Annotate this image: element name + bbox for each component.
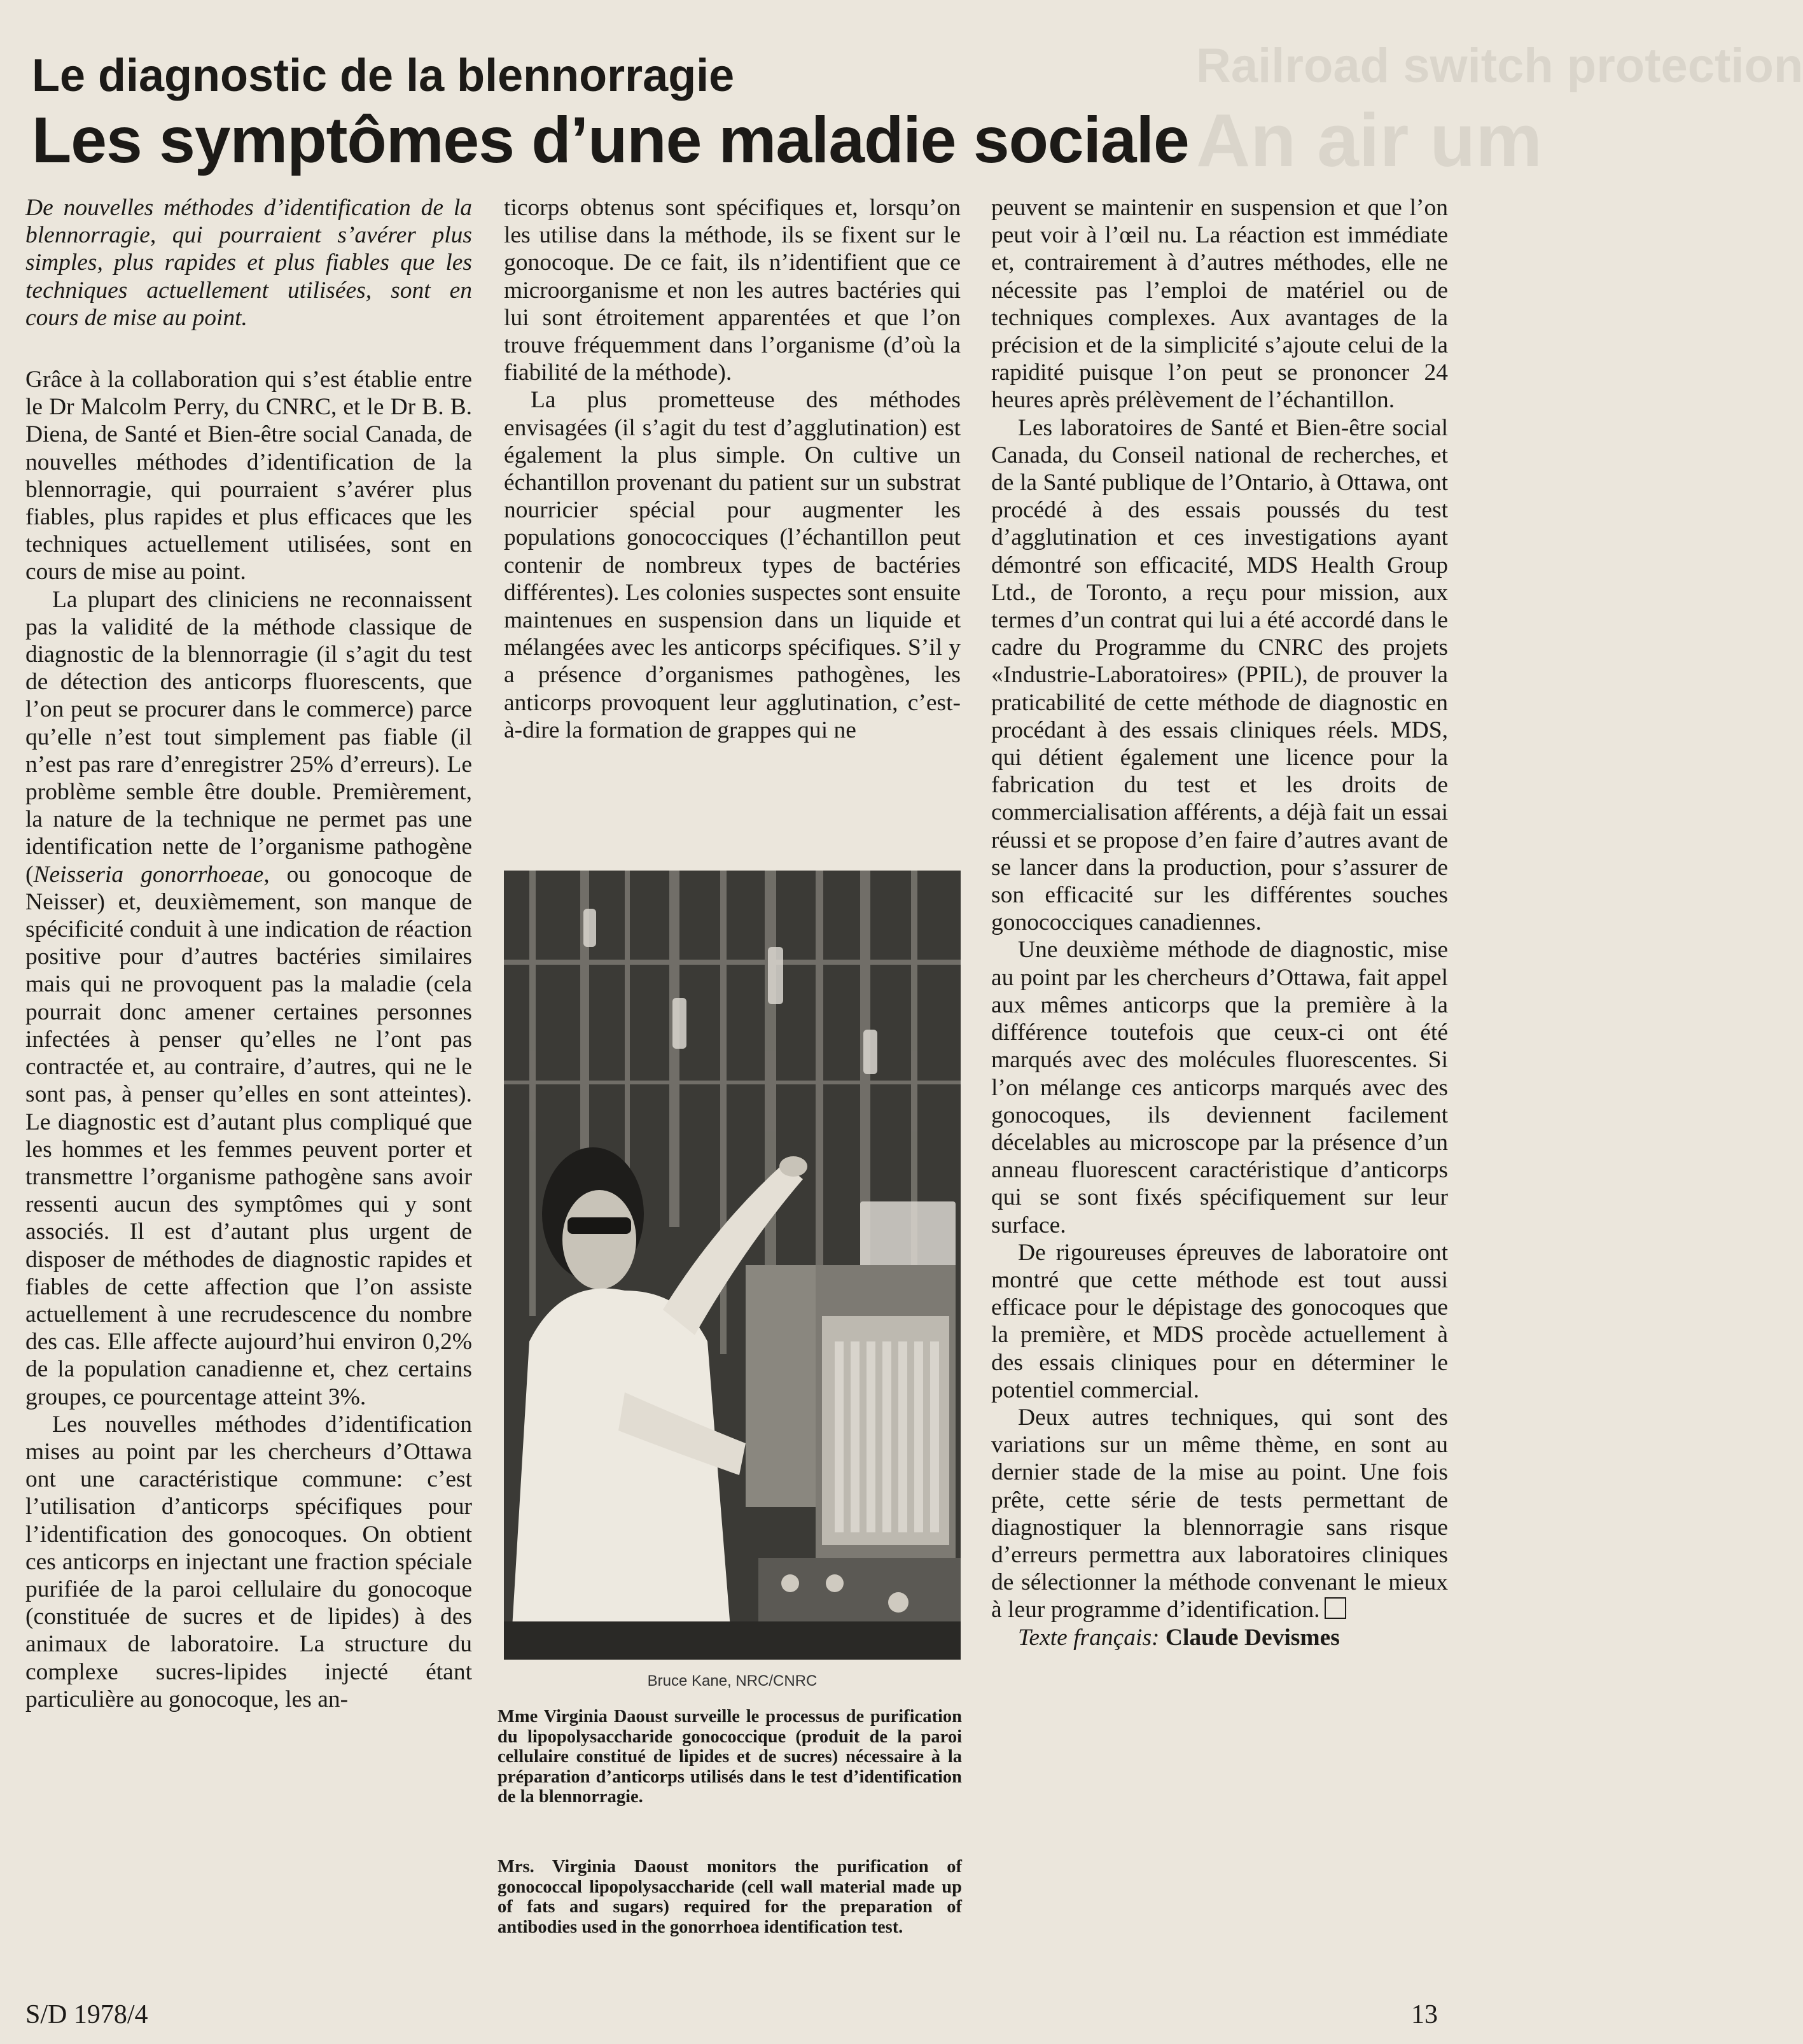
translation-label: Texte français:: [1018, 1624, 1160, 1651]
laboratory-photo: [504, 871, 961, 1660]
page-number: 13: [1411, 2000, 1438, 2029]
body-paragraph: Grâce à la collaboration qui s’est établie entre le Dr Malcolm Perry, du CNRC, et le Dr B. B. Diena, de Santé et Bien-être social Canada, de nouvelles méthodes d’identification de la blennorragie, qui pourraient s’avérer plus fiables, plus rapides et plus efficaces que les techniques actuellement utilisées, sont en cours de mise au point.: [25, 367, 472, 585]
body-paragraph: La plus prometteuse des méthodes envisagées (il s’agit du test d’agglutination) est également la plus simple. On cultive un échantillon provenant du patient sur un substrat nourricier spécial pour augmenter les populations gonococciques (l’échantillon peut contenir de nombreux types de bactéries différentes). Les colonies suspectes sont ensuite maintenues en suspension dans un liquide et mélangées avec les anticorps spécifiques. S’il y a présence d’organismes pathogènes, les anticorps provoquent leur agglutination, c’est-à-dire la formation de grappes qui ne: [504, 387, 961, 743]
photo-caption-english: Mrs. Virginia Daoust monitors the purification of gonococcal lipopolysaccharide (cell wall material made up of fats and sugars) required for the preparation of antibodies used in the gonorrhoea identification test.: [498, 1857, 962, 1937]
photo-credit: Bruce Kane, NRC/CNRC: [647, 1672, 818, 1690]
column-3: [991, 194, 1448, 1651]
body-paragraph: ticorps obtenus sont spécifiques et, lorsqu’on les utilise dans la méthode, ils se fixent sur le gonocoque. De ce fait, ils n’identifient que ce microorganisme et non les autres bactéries qui lui sont étroitement apparentées et que l’on trouve fréquemment dans l’organisme (d’où la fiabilité de la méthode).: [504, 195, 961, 386]
article-kicker: Le diagnostic de la blennorragie: [32, 50, 735, 101]
issue-label: S/D 1978/4: [25, 2000, 148, 2029]
article-title: Les symptômes d’une maladie sociale: [32, 104, 1189, 177]
body-paragraph: Les nouvelles méthodes d’identification mises au point par les chercheurs d’Ottawa ont une caractéristique commune: c’est l’utilisation d’anticorps spécifiques pour l’identification des gonocoques. On obtient ces anticorps en injectant une fraction spéciale purifiée de la paroi cellulaire du gonocoque (constituée de sucres et de lipides) à des animaux de laboratoire. La structure du complexe sucres-lipides injecté étant particulière au gonocoque, les an-: [25, 1411, 472, 1712]
paragraph-text: La plupart des cliniciens ne reconnaissent pas la validité de la méthode classique de diagnostic de la blennorragie (il s’agit du test de détection des anticorps fluorescents, que l’on peut se procurer dans le commerce) parce qu’elle n’est tout simplement pas fiable (il n’est pas rare d’enregistrer 25% d’erreurs). Le problème semble être double. Premièrement, la nature de la technique ne permet pas une identification nette de l’organisme pathogène (: [25, 586, 472, 888]
photo-illustration: [504, 871, 961, 1660]
translator-name: Claude Devismes: [1165, 1624, 1340, 1651]
body-paragraph: Une deuxième méthode de diagnostic, mise au point par les chercheurs d’Ottawa, fait appel aux mêmes anticorps que la première à la différence toutefois que ceux-ci ont été marqués avec des molécules fluorescentes. Si l’on mélange ces anticorps marqués avec des gonocoques, ils deviennent facilement décelables au microscope par la présence d’un anneau fluorescent caractéristique d’anticorps qui se sont fixés spécifiquement sur leur surface.: [991, 937, 1448, 1238]
translation-credit: [991, 1624, 1448, 1651]
body-paragraph: De rigoureuses épreuves de laboratoire ont montré que cette méthode est tout aussi efficace pour le dépistage des gonocoques que la première, et MDS procède actuellement à des essais cliniques pour en déterminer le potentiel commercial.: [991, 1239, 1448, 1403]
article-header: [32, 51, 1495, 175]
bleed-line-2: An air um: [1196, 99, 1543, 183]
body-paragraph: peuvent se maintenir en suspension et que l’on peut voir à l’œil nu. La réaction est immédiate et, contrairement à d’autres méthodes, elle ne nécessite pas l’emploi de matériel ou de techniques complexes. Aux avantages de la précision et de la simplicité s’ajoute celui de la rapidité puisque l’on peut se prononcer 24 heures après prélèvement de l’échantillon.: [991, 195, 1448, 414]
paragraph-text: ou gonocoque de Neisser) et, deuxièmement, son manque de spécificité conduit à une indication de réaction positive pour d’autres bactéries similaires mais qui ne provoquent pas la maladie (cela pourrait donc amener certaines personnes infectées à penser qu’elles ne l’ont pas contractée et, au contraire, d’autres, qui ne le sont pas, à penser qu’elles en sont atteintes). Le diagnostic est d’autant plus compliqué que les hommes et les femmes peuvent porter et transmettre l’organisme pathogène sans avoir ressenti aucun des symptômes qui y sont associés. Il est d’autant plus urgent de disposer de méthodes de diagnostic rapides et fiables de cette affection que l’on assiste actuellement à une recrudescence du nombre des cas. Elle affecte aujourd’hui environ 0,2% de la population canadienne et, chez certains groupes, ce pourcentage atteint 3%.: [25, 861, 473, 1410]
body-paragraph: Les laboratoires de Santé et Bien-être social Canada, du Conseil national de recherches, et de la Santé publique de l’Ontario, à Ottawa, ont procédé à des essais poussés du test d’agglutination et ces investigations ayant démontré son efficacité, MDS Health Group Ltd., de Toronto, a reçu pour mission, aux termes d’un contrat qui lui a été accordé dans le cadre du Programme du CNRC des projets «Industrie-Laboratoires» (PPIL), de prouver la praticabilité de cette méthode de diagnostic en procédant à des essais cliniques réels. MDS, qui détient également une licence pour la fabrication du test et les droits de commercialisation afférents, a déjà fait un essai réussi et se propose d’en faire d’autres avant de se lancer dans la production, pour s’assurer de son efficacité sur les différentes souches gonococciques canadiennes.: [991, 414, 1448, 936]
paragraph-text: Deux autres techniques, qui sont des variations sur un même thème, en sont au dernier stade de la mise au point. Une fois prête, cette série de tests permettant de diagnostiquer la blennorragie sans risque d’erreurs permettra aux laboratoires cliniques de sélectionner la méthode convenant le mieux à leur programme d’identification.: [991, 1404, 1448, 1623]
body-paragraph: [991, 1404, 1448, 1624]
lead-paragraph: De nouvelles méthodes d’identification de la blennorragie, qui pourraient s’avérer plus simples, plus rapides et plus fiables que les techniques actuellement utilisées, sont en cours de mise au point.: [25, 195, 472, 331]
column-2: [504, 194, 961, 744]
photo-caption-french: Mme Virginia Daoust surveille le processus de purification du lipopolysaccharide gonococcique (produit de la paroi cellulaire constitué de lipides et de sucres) nécessaire à la préparation d’anticorps utilisés dans le test d’identification de la blennorragie.: [498, 1707, 962, 1807]
species-name: Neisseria gonorrhoeae,: [33, 861, 270, 888]
body-paragraph: [25, 586, 472, 1411]
bleed-line-1: Railroad switch protection: [1196, 39, 1803, 93]
end-of-article-box: [1325, 1597, 1346, 1619]
column-1: [25, 194, 472, 1713]
